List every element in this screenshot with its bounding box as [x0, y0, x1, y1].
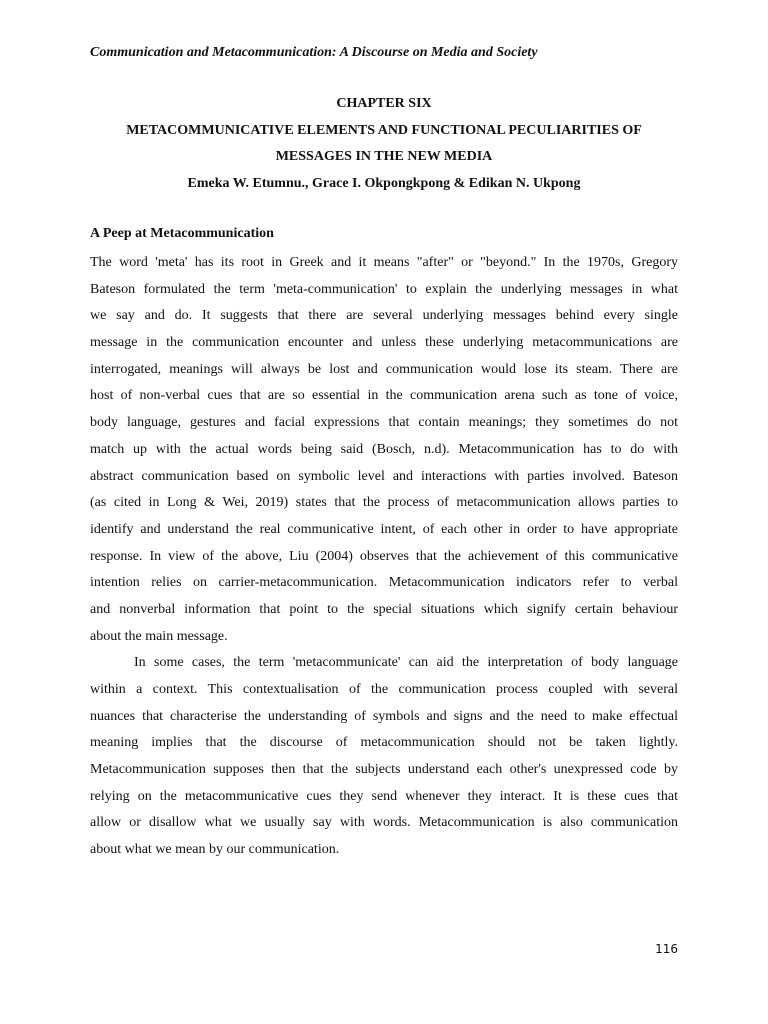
paragraph-line: message in the communication encounter and unless these underlying metacommunications are [90, 335, 678, 351]
paragraph-line: allow or disallow what we usually say with words. Metacommunication is also communication [90, 815, 678, 831]
paragraph-line: we say and do. It suggests that there are several underlying messages behind every single [90, 308, 678, 324]
page-number: 116 [655, 942, 678, 956]
paragraph-line: nuances that characterise the understanding of symbols and signs and the need to make effectual [90, 708, 678, 724]
paragraph-line: Metacommunication supposes then that the subjects understand each other's unexpressed code by [90, 762, 678, 778]
paragraph-line: abstract communication based on symbolic level and interactions with parties involved. Bateson [90, 468, 678, 484]
chapter-title-line-1: METACOMMUNICATIVE ELEMENTS AND FUNCTIONAL PECULIARITIES OF [126, 122, 642, 138]
paragraph-line: about the main message. [90, 628, 228, 644]
chapter-title-block [90, 91, 678, 198]
chapter-authors: Emeka W. Etumnu., Grace I. Okpongkpong & Edikan N. Ukpong [187, 176, 581, 192]
paragraph-line: In some cases, the term 'metacommunicate' can aid the interpretation of body language [134, 655, 678, 671]
paragraph-line: identify and understand the real communicative intent, of each other in order to have appropriate [90, 521, 678, 537]
paragraph-line: about what we mean by our communication. [90, 842, 340, 858]
body-text [90, 250, 678, 864]
paragraph-line: The word 'meta' has its root in Greek and it means "after" or "beyond." In the 1970s, Gregory [90, 255, 678, 270]
paragraph-line: body language, gestures and facial expressions that contain meanings; they sometimes do not [90, 415, 678, 431]
running-header: Communication and Metacommunication: A Discourse on Media and Society [90, 45, 538, 60]
paragraph-line: meaning implies that the discourse of metacommunication should not be taken lightly. [90, 735, 678, 751]
paragraph-2 [90, 650, 678, 864]
chapter-title-line-2: MESSAGES IN THE NEW MEDIA [275, 149, 493, 165]
paragraph-line: relying on the metacommunicative cues they send whenever they interact. It is these cues that [90, 788, 678, 804]
paragraph-line: (as cited in Long & Wei, 2019) states that the process of metacommunication allows parties to [90, 495, 678, 511]
paragraph-line: interrogated, meanings will always be lost and communication would lose its steam. There are [90, 361, 678, 377]
paragraph-line: intention relies on carrier-metacommunication. Metacommunication indicators refer to verbal [90, 575, 678, 591]
paragraph-line: within a context. This contextualisation of the communication process coupled with several [90, 682, 678, 697]
paragraph-line: host of non-verbal cues that are so essential in the communication arena such as tone of voice, [90, 388, 678, 404]
chapter-number: CHAPTER SIX [336, 96, 432, 111]
paragraph-line: Bateson formulated the term 'meta-communication' to explain the underlying messages in what [90, 281, 678, 297]
paragraph-line: match up with the actual words being said (Bosch, n.d). Metacommunication has to do with [90, 441, 678, 457]
section-heading: A Peep at Metacommunication [90, 226, 274, 241]
paragraph-line: and nonverbal information that point to the special situations which signify certain behaviour [90, 601, 678, 617]
paragraph-line: response. In view of the above, Liu (2004) observes that the achievement of this communicative [90, 548, 678, 564]
paragraph-1 [90, 250, 678, 650]
